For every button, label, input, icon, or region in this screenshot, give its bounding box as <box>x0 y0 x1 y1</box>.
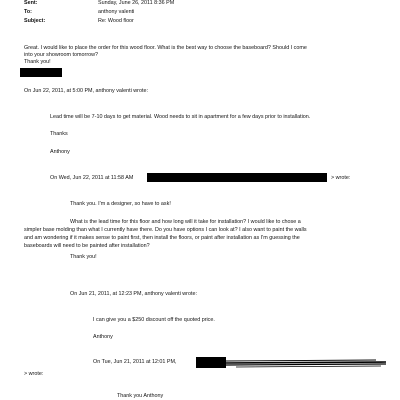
quote-thanks: Thanks <box>50 131 68 137</box>
quote-signature: Anthony <box>50 149 70 155</box>
quote-attribution: On Jun 21, 2011, at 12:23 PM, anthony valenti wrote: <box>70 291 197 297</box>
quote-line: baseboards will need to be painted after installation? <box>24 243 150 249</box>
redaction-bar <box>20 68 62 77</box>
redaction-bar <box>196 357 226 368</box>
quote-line: and am wondering if it makes sense to paint first, then install the floors, or paint after installation as I'm guessing the <box>24 235 300 241</box>
redaction-scribble <box>226 356 386 370</box>
quote-attribution: On Jun 22, 2011, at 5:00 PM, anthony valenti wrote: <box>24 88 148 94</box>
message-line: Great. I would like to place the order for this wood floor. What is the best way to choose the baseboard? Should I come <box>24 45 307 51</box>
quote-signature: Anthony <box>93 334 113 340</box>
subject-label: Subject: <box>24 18 46 24</box>
quote-line: simpler base molding than what I currently have there. Do you have options I can look at? I also want to paint the walls <box>24 227 307 233</box>
quote-attribution: On Wed, Jun 22, 2011 at 11:58 AM <box>50 175 134 181</box>
quote-body: Lead time will be 7-10 days to get material. Wood needs to sit in apartment for a few days prior to installation. <box>50 114 311 120</box>
page-top-edge <box>0 0 400 3</box>
message-line: Thank you! <box>24 59 51 65</box>
to-value: anthony valenti <box>98 9 135 15</box>
sent-label: Sent: <box>24 0 38 6</box>
sent-value: Sunday, June 26, 2011 8:36 PM <box>98 0 175 6</box>
quote-attribution: On Tue, Jun 21, 2011 at 12:01 PM, <box>93 359 177 365</box>
quote-line: What is the lead time for this floor and how long will it take for installation? I would like to chose a <box>70 219 301 225</box>
to-label: To: <box>24 9 32 15</box>
quote-body: I can give you a $250 discount off the quoted price. <box>93 317 215 323</box>
quote-body: Thank you Anthony <box>117 393 164 399</box>
quote-line: Thank you! <box>70 254 97 260</box>
message-line: into your showroom tomorrow? <box>24 52 99 58</box>
redaction-bar <box>147 173 327 182</box>
quote-attribution-end: > wrote: <box>331 175 351 181</box>
subject-value: Re: Wood floor <box>98 18 134 24</box>
quote-line: Thank you. I'm a designer, so have to ask! <box>70 201 171 207</box>
quote-attribution-end: > wrote: <box>24 371 44 377</box>
